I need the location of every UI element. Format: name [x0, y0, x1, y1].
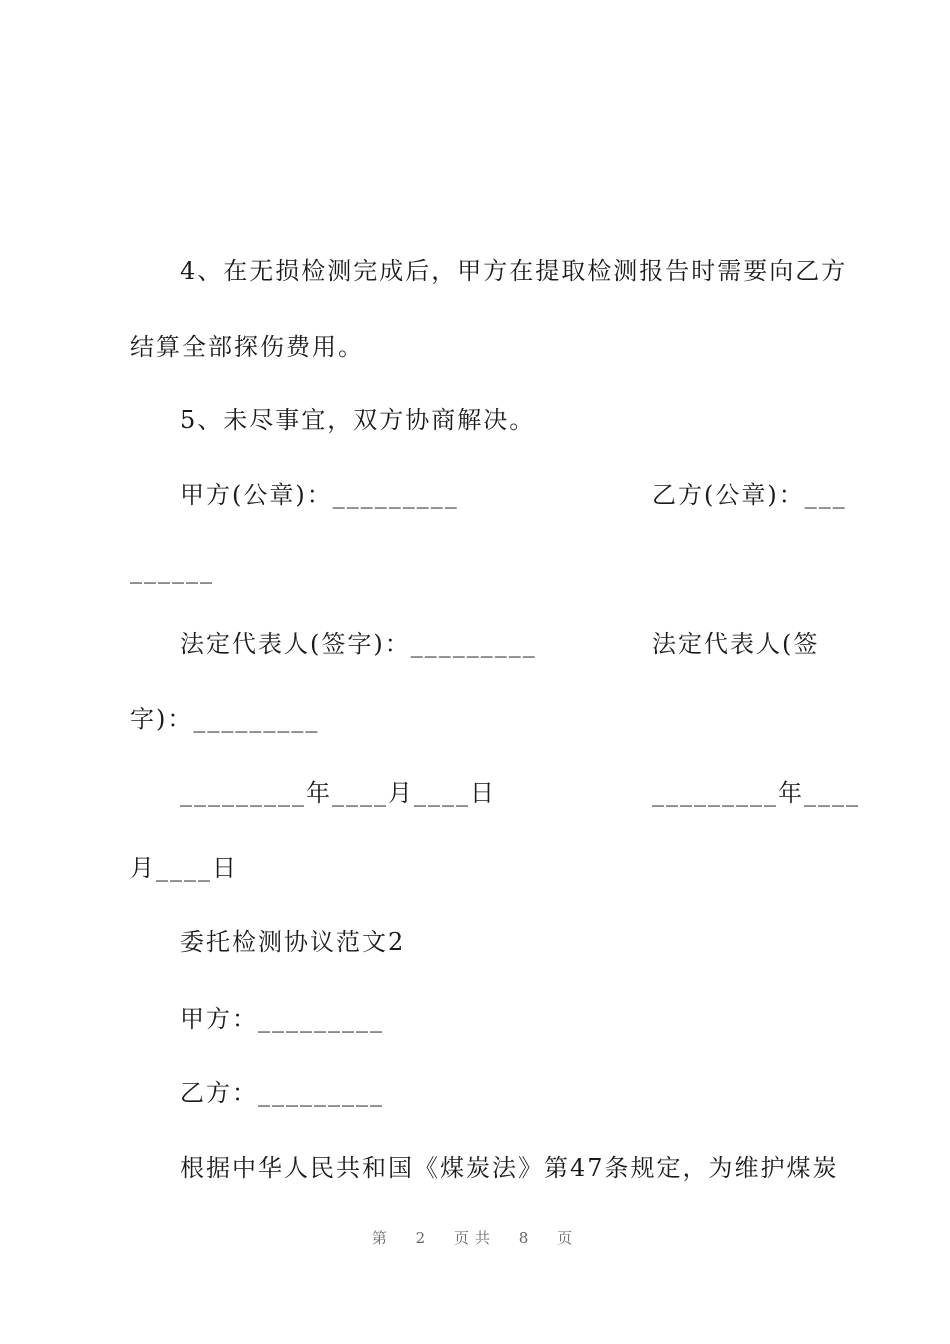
footer-current-page: 2	[415, 1229, 432, 1247]
party-b-date-line: _________年____	[652, 779, 860, 807]
paragraph-clause-4-line-1: 4、在无损检测完成后，甲方在提取检测报告时需要向乙方	[180, 257, 848, 285]
footer-page-unit: 页共	[453, 1229, 496, 1247]
party-a-name-line: 甲方：_________	[180, 1005, 384, 1033]
party-a-date-line: _________年____月____日	[180, 779, 496, 807]
paragraph-clause-5: 5、未尽事宜，双方协商解决。	[180, 406, 536, 434]
party-b-seal-continuation: ______	[130, 556, 214, 584]
paragraph-clause-4-line-2: 结算全部探伤费用。	[130, 333, 364, 361]
section-title: 委托检测协议范文2	[180, 928, 406, 956]
party-b-date-continuation: 月____日	[130, 854, 238, 882]
party-a-seal-line: 甲方(公章)：_________	[180, 481, 459, 509]
party-b-representative-continuation: 字)：_________	[130, 705, 320, 733]
paragraph-preamble: 根据中华人民共和国《煤炭法》第47条规定，为维护煤炭	[180, 1154, 839, 1182]
party-b-name-line: 乙方：_________	[180, 1079, 384, 1107]
footer-page-end: 页	[557, 1229, 579, 1247]
footer-total-pages: 8	[518, 1229, 535, 1247]
footer-page-word: 第	[371, 1229, 393, 1247]
party-b-representative-line: 法定代表人(签	[652, 630, 820, 658]
party-b-seal-line: 乙方(公章)：___	[652, 481, 847, 509]
party-a-representative-line: 法定代表人(签字)：_________	[180, 630, 537, 658]
page-footer	[0, 1228, 950, 1248]
